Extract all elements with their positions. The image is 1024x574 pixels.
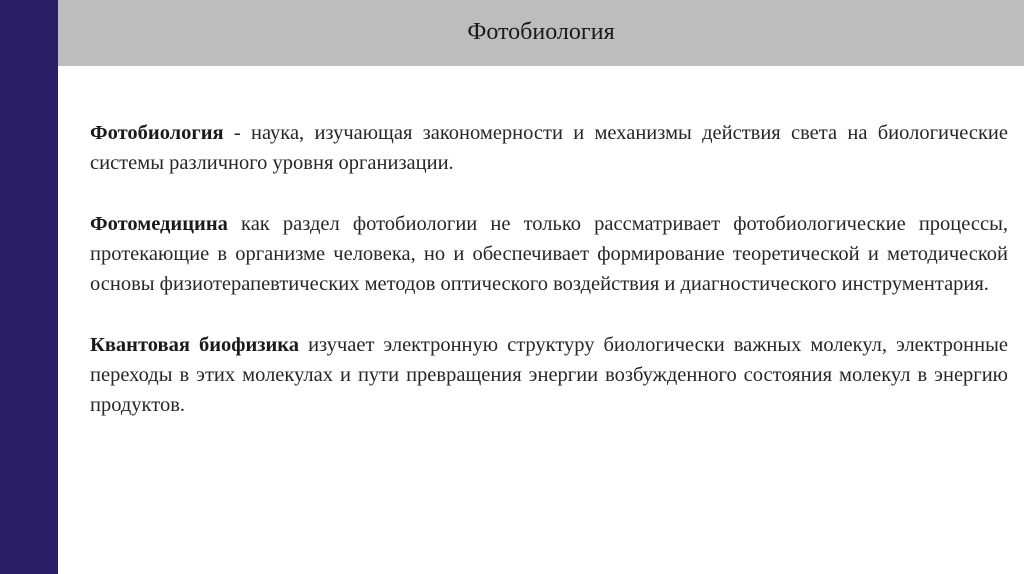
term-photobiology: Фотобиология — [90, 122, 224, 144]
slide-content — [90, 118, 1008, 451]
title-bar — [58, 0, 1024, 66]
definition-photobiology: - наука, изучающая закономерности и механизмы действия света на биологические системы различного уровня организации. — [90, 122, 1008, 174]
paragraph-photomedicine — [90, 209, 1008, 299]
definition-quantum-biophysics: изучает электронную структуру биологически важных молекул, электронные переходы в этих молекулах и пути превращения энергии возбужденного состояния молекул в энергию продуктов. — [90, 334, 1008, 416]
definition-photomedicine: как раздел фотобиологии не только рассматривает фотобиологические процессы, протекающие в организме человека, но и обеспечивает формирование теоретической и методической основы физиотерапевтических методов оптического воздействия и диагностического инструментария. — [90, 213, 1008, 295]
slide-title: Фотобиология — [467, 19, 615, 45]
paragraph-quantum-biophysics — [90, 330, 1008, 420]
left-accent-bar — [0, 0, 58, 574]
paragraph-photobiology — [90, 118, 1008, 178]
term-photomedicine: Фотомедицина — [90, 213, 228, 235]
term-quantum-biophysics: Квантовая биофизика — [90, 334, 300, 356]
